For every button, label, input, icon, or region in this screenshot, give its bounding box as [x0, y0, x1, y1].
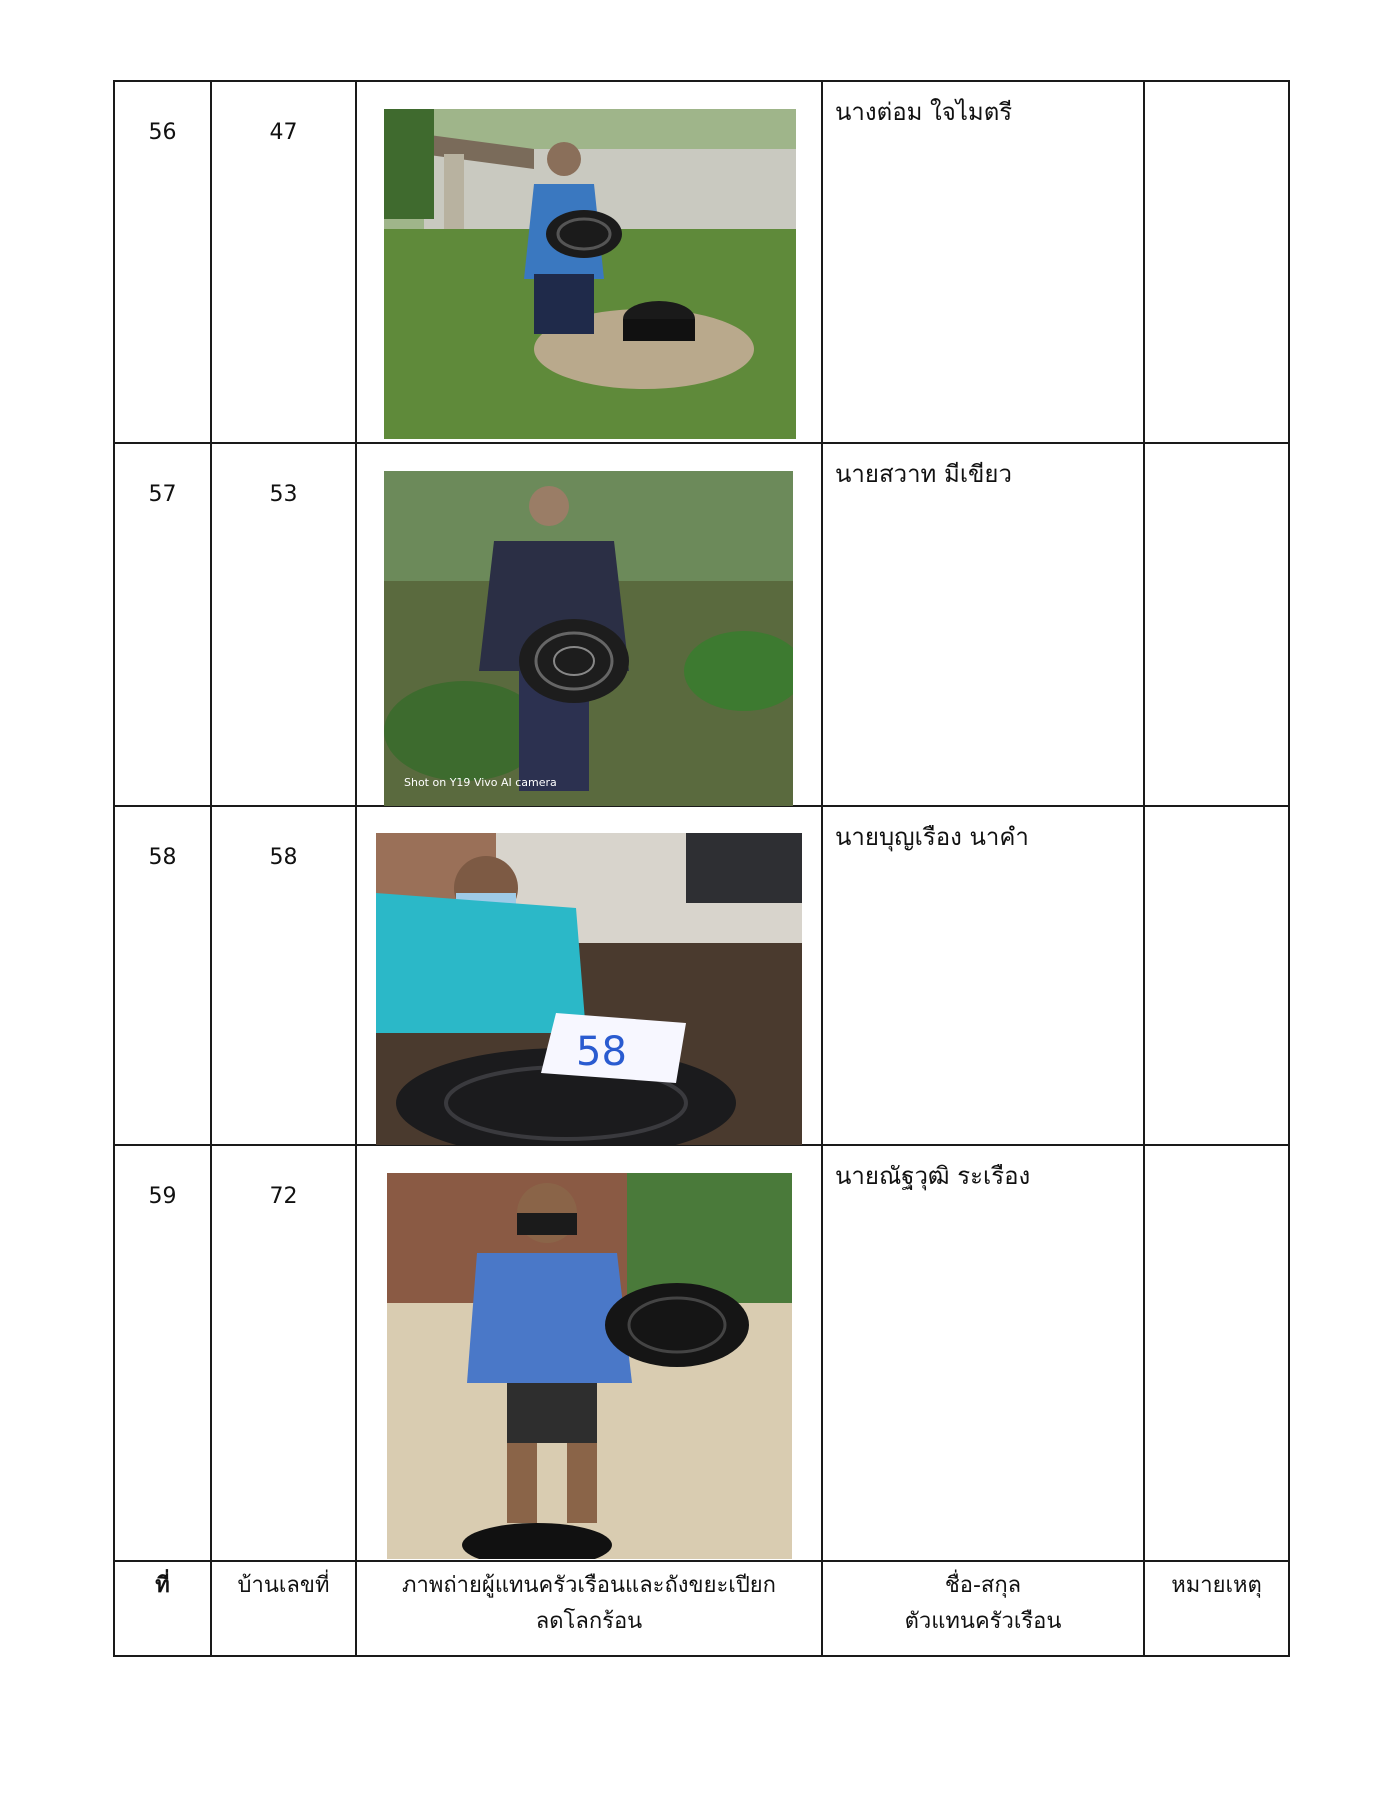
house-number-cell: 72 [211, 1145, 356, 1561]
household-photo [384, 471, 793, 806]
column-header-house-number: บ้านเลขที่ [211, 1561, 356, 1656]
column-header-seq: ที่ [114, 1561, 211, 1656]
column-header-note: หมายเหตุ [1144, 1561, 1289, 1656]
column-header-photo-line2: ลดโลกร้อน [535, 1609, 643, 1634]
house-number-cell: 58 [211, 806, 356, 1145]
table-row [114, 443, 1289, 806]
household-photo [384, 109, 796, 439]
household-photo [376, 833, 802, 1145]
household-rep-name: นายณัฐวุฒิ ระเรือง [822, 1145, 1144, 1561]
house-number-cell: 47 [211, 81, 356, 443]
table-row [114, 806, 1289, 1145]
photo-cell [356, 1145, 822, 1561]
note-cell [1144, 81, 1289, 443]
photo-cell [356, 81, 822, 443]
seq-cell: 56 [114, 81, 211, 443]
household-rep-name: นายสวาท มีเขียว [822, 443, 1144, 806]
table-row [114, 81, 1289, 443]
household-photo-table [113, 80, 1290, 1657]
column-header-name [822, 1561, 1144, 1656]
column-header-name-line1: ชื่อ-สกุล [944, 1573, 1022, 1598]
seq-cell: 57 [114, 443, 211, 806]
table-header-row [114, 1561, 1289, 1656]
column-header-name-line2: ตัวแทนครัวเรือน [904, 1609, 1062, 1634]
column-header-photo-line1: ภาพถ่ายผู้แทนครัวเรือนและถังขยะเปียก [402, 1573, 776, 1598]
note-cell [1144, 443, 1289, 806]
household-rep-name: นายบุญเรือง นาคำ [822, 806, 1144, 1145]
seq-cell: 58 [114, 806, 211, 1145]
document-table-page [113, 80, 1288, 1658]
seq-cell: 59 [114, 1145, 211, 1561]
note-cell [1144, 806, 1289, 1145]
table-row [114, 1145, 1289, 1561]
camera-watermark: Shot on Y19 Vivo AI camera [404, 776, 557, 789]
note-cell [1144, 1145, 1289, 1561]
house-number-cell: 53 [211, 443, 356, 806]
household-photo [387, 1173, 792, 1559]
house-number-sign: 58 [576, 1029, 627, 1075]
column-header-photo [356, 1561, 822, 1656]
photo-cell [356, 443, 822, 806]
photo-cell [356, 806, 822, 1145]
household-rep-name: นางต่อม ใจไมตรี [822, 81, 1144, 443]
